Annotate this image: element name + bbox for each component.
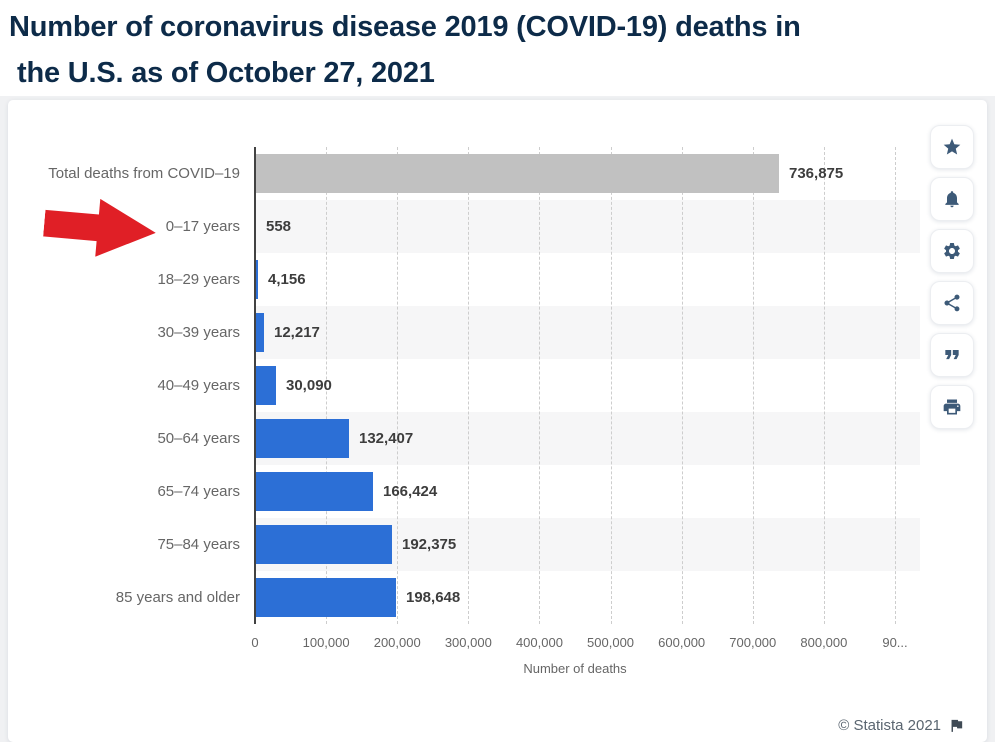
category-label: 18–29 years	[157, 271, 240, 288]
category-label: 50–64 years	[157, 430, 240, 447]
category-label: 65–74 years	[157, 483, 240, 500]
value-label: 192,375	[402, 536, 457, 553]
bar-track	[255, 147, 920, 200]
bell-icon	[942, 189, 962, 209]
toolbar-rail	[930, 125, 974, 429]
notifications-button[interactable]	[930, 177, 974, 221]
chart-card	[8, 100, 987, 742]
bar[interactable]	[255, 313, 264, 352]
value-label: 166,424	[383, 483, 438, 500]
x-tick-label: 100,000	[302, 635, 350, 650]
category-label: 75–84 years	[157, 536, 240, 553]
x-axis-ticks	[251, 635, 920, 653]
chart-row	[8, 465, 920, 518]
gear-icon	[942, 241, 962, 261]
value-label: 198,648	[406, 589, 461, 606]
bar-track	[255, 200, 920, 253]
page-title-line-1: Number of coronavirus disease 2019 (COVID-19) deaths in	[9, 11, 801, 43]
x-tick-label: 90...	[882, 635, 908, 650]
chart-rows	[8, 147, 920, 624]
bar-track	[255, 518, 920, 571]
value-label: 558	[266, 218, 292, 235]
value-label: 736,875	[789, 165, 844, 182]
category-label: 0–17 years	[165, 218, 240, 235]
bar-track	[255, 412, 920, 465]
x-tick-label: 700,000	[729, 635, 777, 650]
page-header	[0, 0, 995, 96]
share-button[interactable]	[930, 281, 974, 325]
chart-footer	[838, 717, 965, 734]
flag-icon[interactable]	[948, 717, 965, 734]
x-tick-label: 600,000	[658, 635, 706, 650]
bar-track	[255, 306, 920, 359]
x-axis-label-wrap	[255, 660, 895, 678]
value-label: 30,090	[286, 377, 332, 394]
y-axis-line	[254, 147, 256, 624]
x-tick-label: 300,000	[444, 635, 492, 650]
bar-track	[255, 465, 920, 518]
value-label: 4,156	[268, 271, 306, 288]
bar[interactable]	[255, 366, 276, 405]
bar-track	[255, 359, 920, 412]
print-icon	[942, 397, 962, 417]
page-title-line-2: the U.S. as of October 27, 2021	[17, 57, 435, 89]
bar[interactable]	[255, 472, 373, 511]
category-label: Total deaths from COVID–19	[48, 165, 240, 182]
x-tick-label: 800,000	[800, 635, 848, 650]
chart-row	[8, 359, 920, 412]
x-axis-label: Number of deaths	[523, 661, 627, 676]
x-tick-label: 500,000	[587, 635, 635, 650]
category-label: 30–39 years	[157, 324, 240, 341]
bar[interactable]	[255, 525, 392, 564]
bar[interactable]	[255, 578, 396, 617]
settings-button[interactable]	[930, 229, 974, 273]
chart-row	[8, 518, 920, 571]
print-button[interactable]	[930, 385, 974, 429]
x-tick-label: 200,000	[373, 635, 421, 650]
chart-row	[8, 147, 920, 200]
bar-track	[255, 253, 920, 306]
chart-row	[8, 412, 920, 465]
value-label: 132,407	[359, 430, 414, 447]
x-tick-label: 400,000	[515, 635, 563, 650]
share-icon	[942, 293, 962, 313]
favorite-button[interactable]	[930, 125, 974, 169]
cite-button[interactable]	[930, 333, 974, 377]
chart-row	[8, 571, 920, 624]
bar-track	[255, 571, 920, 624]
quote-icon	[942, 345, 962, 365]
x-tick-label: 0	[251, 635, 259, 650]
chart-row	[8, 253, 920, 306]
chart-row	[8, 306, 920, 359]
bar[interactable]	[255, 419, 349, 458]
category-label: 85 years and older	[115, 589, 240, 606]
star-icon	[942, 137, 962, 157]
copyright-text: © Statista 2021	[838, 717, 941, 734]
bar[interactable]	[255, 154, 779, 193]
value-label: 12,217	[274, 324, 320, 341]
category-label: 40–49 years	[157, 377, 240, 394]
